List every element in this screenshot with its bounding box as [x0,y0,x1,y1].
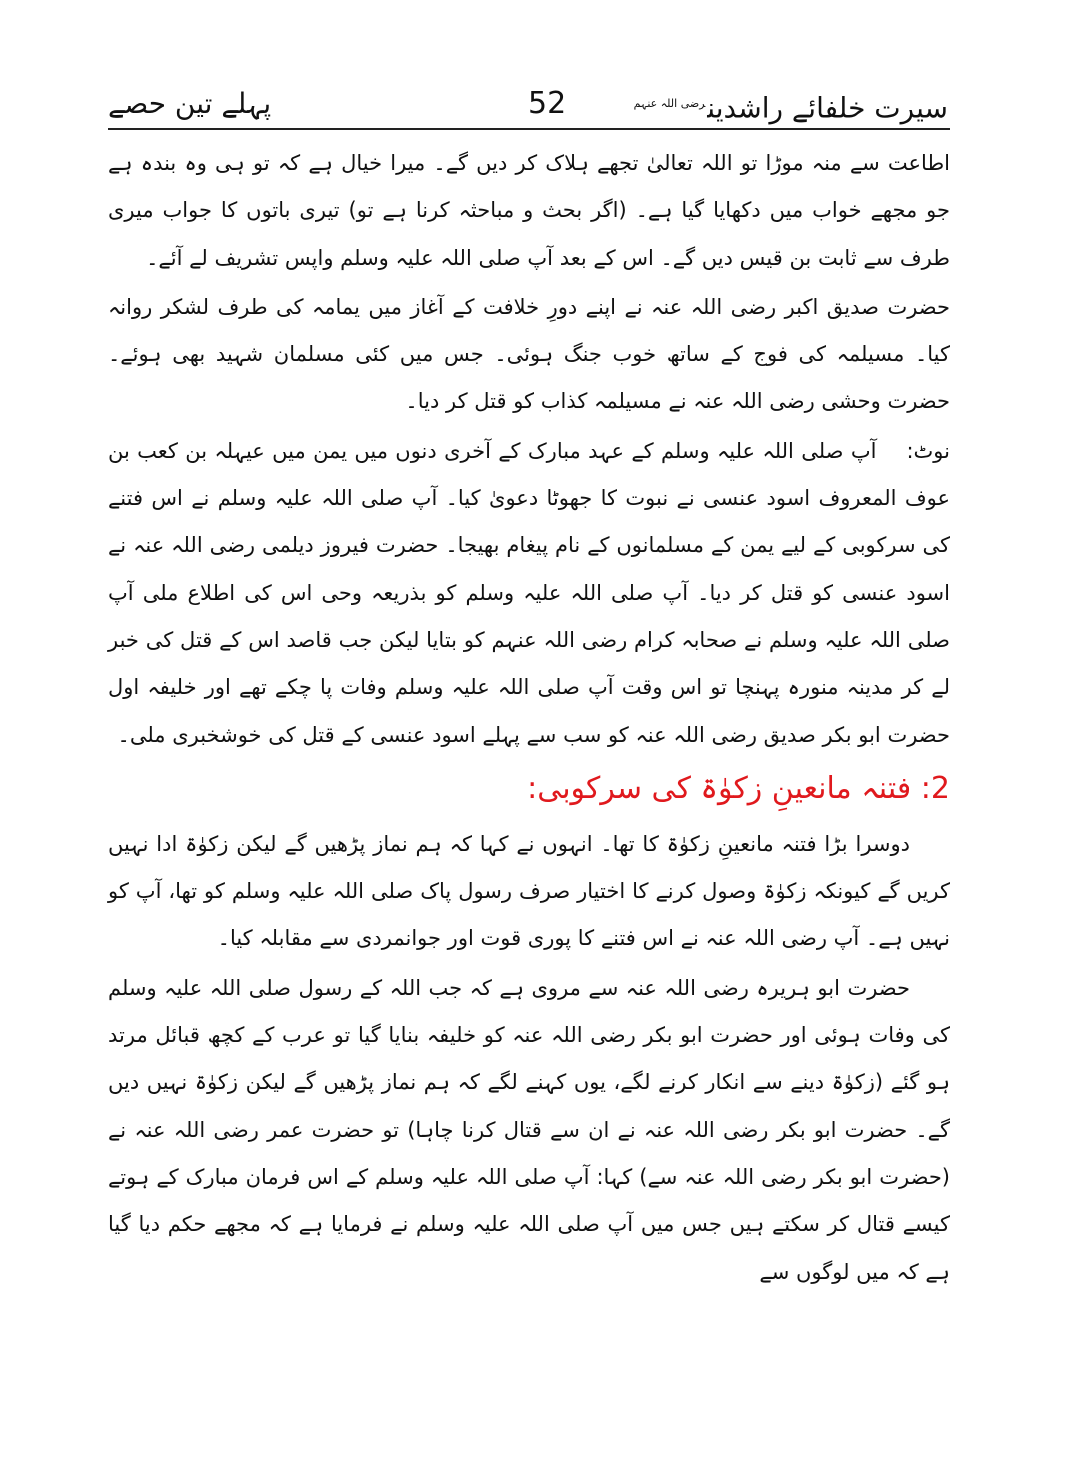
paragraph-1: اطاعت سے منہ موڑا تو اللہ تعالیٰ تجھے ہلاک کر دیں گے۔ میرا خیال ہے کہ تو ہی وہ بندہ ہے جو مجھے خواب میں دکھایا گیا ہے۔ (اگر بحث و مباحثہ کرنا ہے تو) تیری باتوں کا جواب میری طرف سے ثابت بن قیس دیں گے۔ اس کے بعد آپ صلی اللہ علیہ وسلم واپس تشریف لے آئے۔ [108,151,950,270]
paragraph-3: دوسرا بڑا فتنہ مانعینِ زکوٰۃ کا تھا۔ انہوں نے کہا کہ ہم نماز پڑھیں گے لیکن زکوٰۃ ادا نہیں کریں گے کیونکہ زکوٰۃ وصول کرنے کا اختیار صرف رسول پاک صلی اللہ علیہ وسلم کو تھا، آپ کو نہیں ہے۔ آپ رضی اللہ عنہ نے اس فتنے کا پوری قوت اور جوانمردی سے مقابلہ کیا۔ [108,831,950,951]
note-label: نوٹ: [906,438,950,463]
note-text: آپ صلی اللہ علیہ وسلم کے عہد مبارک کے آخری دنوں میں یمن میں عیہلہ بن کعب بن عوف المعروف اسود عنسی نے نبوت کا جھوٹا دعویٰ کیا۔ آپ صلی اللہ علیہ وسلم نے اس فتنے کی سرکوبی کے لیے یمن کے مسلمانوں کے نام پیغام بھیجا۔ حضرت فیروز دیلمی رضی اللہ عنہ نے اسود عنسی کو قتل کر دیا۔ آپ صلی اللہ علیہ وسلم کو بذریعہ وحی اس کی اطلاع ملی آپ صلی اللہ علیہ وسلم نے صحابہ کرام رضی اللہ عنہم کو بتایا لیکن جب قاصد اس کے قتل کی خبر لے کر مدینہ منورہ پہنچا تو اس وقت آپ صلی اللہ علیہ وسلم وفات پا چکے تھے اور خلیفہ اول حضرت ابو بکر صدیق رضی اللہ عنہ کو سب سے پہلے اسود عنسی کے قتل کی خوشخبری ملی۔ [108,438,950,747]
book-title-text: سیرت خلفائے راشدین [707,91,948,125]
part-label: پہلے تین حصے [108,87,272,120]
page-header [108,86,948,126]
honorific: رضی اللہ عنہم [633,97,706,110]
paragraph-4: حضرت ابو ہریرہ رضی اللہ عنہ سے مروی ہے کہ جب اللہ کے رسول صلی اللہ علیہ وسلم کی وفات ہوئی اور حضرت ابو بکر رضی اللہ عنہ کو خلیفہ بنایا گیا تو عرب کے کچھ قبائل مرتد ہو گئے (زکوٰۃ دینے سے انکار کرنے لگے، یوں کہنے لگے کہ ہم نماز پڑھیں گے لیکن زکوٰۃ نہیں دیں گے۔ حضرت ابو بکر رضی اللہ عنہ نے ان سے قتال کرنا چاہا) تو حضرت عمر رضی اللہ عنہ نے (حضرت ابو بکر رضی اللہ عنہ سے) کہا: آپ صلی اللہ علیہ وسلم کے اس فرمان مبارک کے ہوتے کیسے قتال کر سکتے ہیں جس میں آپ صلی اللہ علیہ وسلم نے فرمایا ہے کہ مجھے حکم دیا گیا ہے کہ میں لوگوں سے [108,975,950,1284]
page-number: 52 [528,86,567,121]
note-paragraph [108,428,950,759]
header-divider [108,128,950,130]
section-heading: 2: فتنہ مانعینِ زکوٰۃ کی سرکوبی: [527,770,950,806]
page-body [108,140,950,1298]
paragraph-2: حضرت صدیق اکبر رضی اللہ عنہ نے اپنے دورِ خلافت کے آغاز میں یمامہ کی طرف لشکر روانہ کیا۔ مسیلمہ کی فوج کے ساتھ خوب جنگ ہوئی۔ جس میں کئی مسلمان شہید بھی ہوئے۔ حضرت وحشی رضی اللہ عنہ نے مسیلمہ کذاب کو قتل کر دیا۔ [108,294,950,414]
book-title [634,86,948,126]
